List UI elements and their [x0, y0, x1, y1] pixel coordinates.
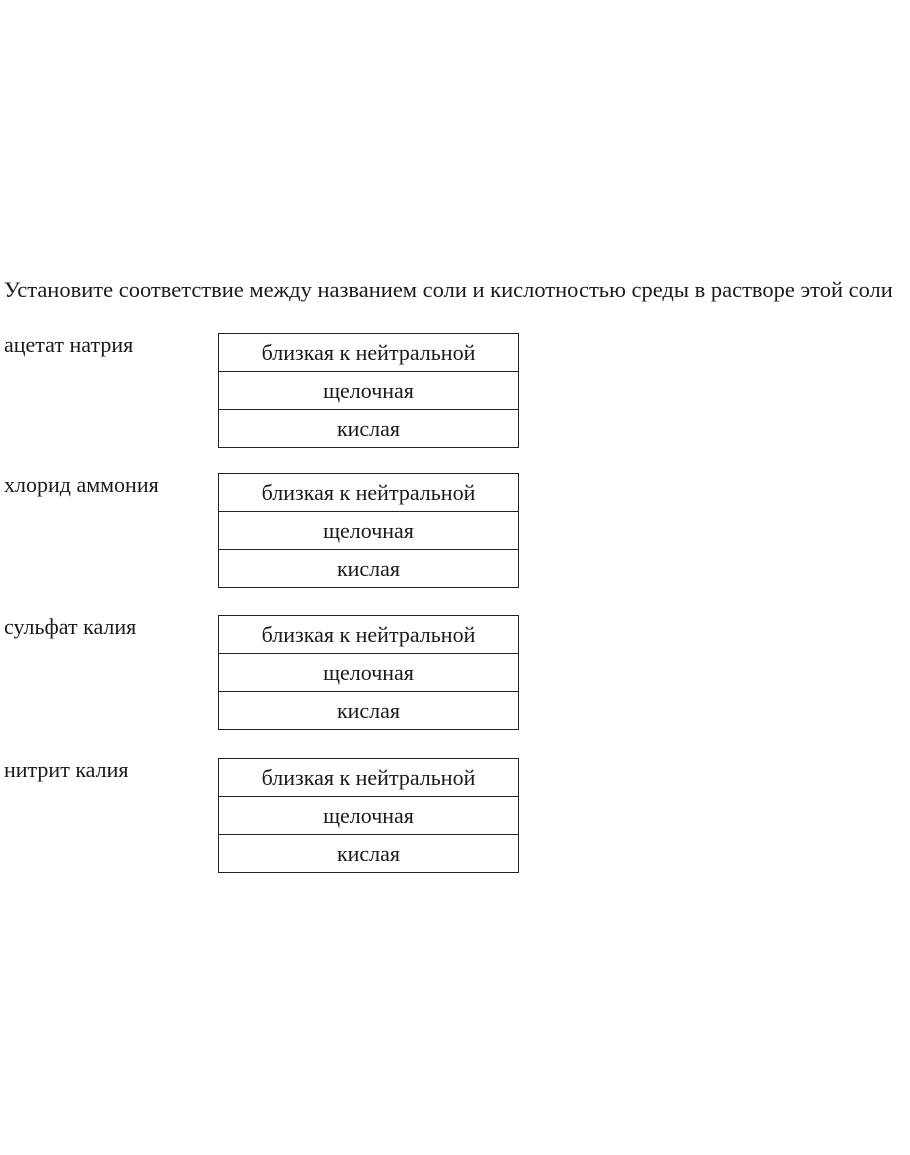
option-list	[218, 333, 519, 448]
option-acidic[interactable]: кислая	[219, 834, 518, 872]
option-acidic[interactable]: кислая	[219, 409, 518, 447]
option-list	[218, 758, 519, 873]
salt-label: сульфат калия	[4, 614, 137, 639]
salt-label: ацетат натрия	[4, 332, 134, 357]
option-neutral[interactable]: близкая к нейтральной	[261, 480, 476, 505]
question-text: Установите соответствие между названием соли и кислотностью среды в растворе этой соли	[4, 277, 893, 302]
option-list	[218, 473, 519, 588]
option-acidic[interactable]: кислая	[219, 691, 518, 729]
option-alkaline[interactable]: щелочная	[219, 371, 518, 409]
option-neutral[interactable]: близкая к нейтральной	[261, 340, 476, 365]
option-alkaline[interactable]: щелочная	[219, 511, 518, 549]
salt-label: хлорид аммония	[4, 472, 159, 497]
option-neutral[interactable]: близкая к нейтральной	[261, 622, 476, 647]
option-acidic[interactable]: кислая	[219, 549, 518, 587]
option-neutral[interactable]: близкая к нейтральной	[261, 765, 476, 790]
option-alkaline[interactable]: щелочная	[219, 653, 518, 691]
option-list	[218, 615, 519, 730]
salt-label: нитрит калия	[4, 757, 129, 782]
option-alkaline[interactable]: щелочная	[219, 796, 518, 834]
